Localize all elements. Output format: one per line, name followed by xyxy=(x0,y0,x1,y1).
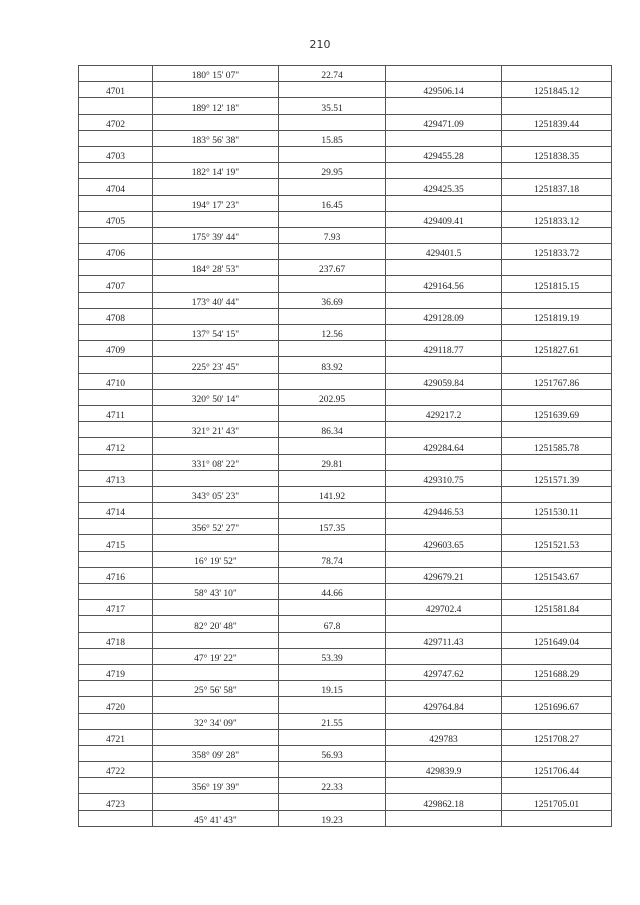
y-coordinate-cell xyxy=(502,616,612,632)
point-id-cell: 4707 xyxy=(79,276,153,292)
distance-cell xyxy=(279,567,386,583)
bearing-cell xyxy=(153,82,279,98)
point-id-cell xyxy=(79,389,153,405)
point-id-cell xyxy=(79,681,153,697)
distance-cell xyxy=(279,632,386,648)
distance-cell xyxy=(279,373,386,389)
segment-row xyxy=(79,389,612,405)
point-id-cell xyxy=(79,616,153,632)
coordinate-table xyxy=(78,65,612,827)
segment-row xyxy=(79,163,612,179)
distance-cell: 141.92 xyxy=(279,486,386,502)
distance-cell: 19.23 xyxy=(279,810,386,826)
x-coordinate-cell xyxy=(386,66,502,82)
y-coordinate-cell xyxy=(502,292,612,308)
x-coordinate-cell xyxy=(386,325,502,341)
distance-cell xyxy=(279,244,386,260)
bearing-cell xyxy=(153,244,279,260)
x-coordinate-cell xyxy=(386,195,502,211)
bearing-cell xyxy=(153,308,279,324)
y-coordinate-cell: 1251639.69 xyxy=(502,405,612,421)
point-id-cell: 4711 xyxy=(79,405,153,421)
x-coordinate-cell: 429284.64 xyxy=(386,438,502,454)
x-coordinate-cell xyxy=(386,745,502,761)
bearing-cell xyxy=(153,114,279,130)
point-id-cell: 4715 xyxy=(79,535,153,551)
bearing-cell xyxy=(153,632,279,648)
distance-cell: 35.51 xyxy=(279,98,386,114)
segment-row xyxy=(79,616,612,632)
segment-row xyxy=(79,325,612,341)
distance-cell xyxy=(279,794,386,810)
x-coordinate-cell: 429118.77 xyxy=(386,341,502,357)
x-coordinate-cell: 429128.09 xyxy=(386,308,502,324)
distance-cell xyxy=(279,762,386,778)
bearing-cell xyxy=(153,438,279,454)
point-row xyxy=(79,438,612,454)
segment-row xyxy=(79,810,612,826)
bearing-cell: 356° 19' 39" xyxy=(153,778,279,794)
x-coordinate-cell: 429747.62 xyxy=(386,664,502,680)
distance-cell: 19.15 xyxy=(279,681,386,697)
point-id-cell: 4718 xyxy=(79,632,153,648)
distance-cell xyxy=(279,179,386,195)
point-row xyxy=(79,762,612,778)
x-coordinate-cell: 429425.35 xyxy=(386,179,502,195)
bearing-cell xyxy=(153,567,279,583)
bearing-cell: 32° 34' 09" xyxy=(153,713,279,729)
point-row xyxy=(79,244,612,260)
bearing-cell xyxy=(153,600,279,616)
bearing-cell xyxy=(153,762,279,778)
point-row xyxy=(79,729,612,745)
segment-row xyxy=(79,648,612,664)
distance-cell: 67.8 xyxy=(279,616,386,632)
distance-cell: 56.93 xyxy=(279,745,386,761)
point-id-cell xyxy=(79,810,153,826)
bearing-cell xyxy=(153,405,279,421)
point-id-cell: 4720 xyxy=(79,697,153,713)
y-coordinate-cell xyxy=(502,357,612,373)
x-coordinate-cell xyxy=(386,422,502,438)
point-id-cell xyxy=(79,260,153,276)
y-coordinate-cell: 1251688.29 xyxy=(502,664,612,680)
segment-row xyxy=(79,260,612,276)
point-id-cell: 4712 xyxy=(79,438,153,454)
x-coordinate-cell: 429409.41 xyxy=(386,211,502,227)
y-coordinate-cell xyxy=(502,519,612,535)
point-id-cell xyxy=(79,778,153,794)
distance-cell: 29.95 xyxy=(279,163,386,179)
y-coordinate-cell xyxy=(502,389,612,405)
y-coordinate-cell: 1251767.86 xyxy=(502,373,612,389)
bearing-cell: 225° 23' 45" xyxy=(153,357,279,373)
point-id-cell: 4702 xyxy=(79,114,153,130)
point-id-cell xyxy=(79,486,153,502)
y-coordinate-cell: 1251649.04 xyxy=(502,632,612,648)
x-coordinate-cell: 429764.84 xyxy=(386,697,502,713)
y-coordinate-cell xyxy=(502,745,612,761)
y-coordinate-cell: 1251827.61 xyxy=(502,341,612,357)
x-coordinate-cell xyxy=(386,130,502,146)
distance-cell: 78.74 xyxy=(279,551,386,567)
x-coordinate-cell xyxy=(386,584,502,600)
y-coordinate-cell xyxy=(502,98,612,114)
x-coordinate-cell: 429679.21 xyxy=(386,567,502,583)
x-coordinate-cell xyxy=(386,227,502,243)
bearing-cell xyxy=(153,664,279,680)
point-id-cell xyxy=(79,195,153,211)
x-coordinate-cell xyxy=(386,486,502,502)
distance-cell xyxy=(279,276,386,292)
point-row xyxy=(79,82,612,98)
point-id-cell xyxy=(79,163,153,179)
distance-cell: 16.45 xyxy=(279,195,386,211)
y-coordinate-cell xyxy=(502,551,612,567)
point-row xyxy=(79,503,612,519)
x-coordinate-cell: 429310.75 xyxy=(386,470,502,486)
y-coordinate-cell xyxy=(502,227,612,243)
segment-row xyxy=(79,66,612,82)
bearing-cell xyxy=(153,373,279,389)
x-coordinate-cell: 429603.65 xyxy=(386,535,502,551)
y-coordinate-cell: 1251706.44 xyxy=(502,762,612,778)
y-coordinate-cell: 1251581.84 xyxy=(502,600,612,616)
y-coordinate-cell xyxy=(502,454,612,470)
bearing-cell xyxy=(153,535,279,551)
y-coordinate-cell xyxy=(502,260,612,276)
x-coordinate-cell: 429783 xyxy=(386,729,502,745)
point-id-cell xyxy=(79,292,153,308)
distance-cell xyxy=(279,341,386,357)
bearing-cell: 331° 08' 22" xyxy=(153,454,279,470)
segment-row xyxy=(79,745,612,761)
distance-cell xyxy=(279,503,386,519)
y-coordinate-cell: 1251838.35 xyxy=(502,146,612,162)
segment-row xyxy=(79,519,612,535)
point-id-cell xyxy=(79,357,153,373)
segment-row xyxy=(79,98,612,114)
x-coordinate-cell: 429446.53 xyxy=(386,503,502,519)
bearing-cell: 184° 28' 53" xyxy=(153,260,279,276)
bearing-cell xyxy=(153,794,279,810)
point-id-cell: 4714 xyxy=(79,503,153,519)
x-coordinate-cell xyxy=(386,681,502,697)
bearing-cell xyxy=(153,146,279,162)
point-row xyxy=(79,179,612,195)
point-row xyxy=(79,211,612,227)
x-coordinate-cell xyxy=(386,98,502,114)
y-coordinate-cell xyxy=(502,681,612,697)
x-coordinate-cell xyxy=(386,260,502,276)
y-coordinate-cell xyxy=(502,713,612,729)
y-coordinate-cell: 1251543.67 xyxy=(502,567,612,583)
point-row xyxy=(79,600,612,616)
point-row xyxy=(79,114,612,130)
x-coordinate-cell xyxy=(386,810,502,826)
x-coordinate-cell: 429471.09 xyxy=(386,114,502,130)
segment-row xyxy=(79,681,612,697)
point-id-cell xyxy=(79,745,153,761)
bearing-cell: 58° 43' 10" xyxy=(153,584,279,600)
distance-cell: 157.35 xyxy=(279,519,386,535)
point-id-cell xyxy=(79,454,153,470)
bearing-cell: 182° 14' 19" xyxy=(153,163,279,179)
x-coordinate-cell xyxy=(386,778,502,794)
point-row xyxy=(79,276,612,292)
point-id-cell: 4710 xyxy=(79,373,153,389)
point-row xyxy=(79,697,612,713)
bearing-cell xyxy=(153,470,279,486)
x-coordinate-cell: 429506.14 xyxy=(386,82,502,98)
x-coordinate-cell xyxy=(386,357,502,373)
bearing-cell: 356° 52' 27" xyxy=(153,519,279,535)
distance-cell xyxy=(279,535,386,551)
point-id-cell: 4709 xyxy=(79,341,153,357)
segment-row xyxy=(79,778,612,794)
distance-cell xyxy=(279,211,386,227)
y-coordinate-cell xyxy=(502,195,612,211)
y-coordinate-cell xyxy=(502,584,612,600)
distance-cell xyxy=(279,114,386,130)
point-row xyxy=(79,567,612,583)
distance-cell: 22.74 xyxy=(279,66,386,82)
point-id-cell: 4719 xyxy=(79,664,153,680)
distance-cell xyxy=(279,600,386,616)
bearing-cell: 47° 19' 22" xyxy=(153,648,279,664)
distance-cell xyxy=(279,82,386,98)
point-row xyxy=(79,373,612,389)
bearing-cell: 25° 56' 58" xyxy=(153,681,279,697)
x-coordinate-cell: 429059.84 xyxy=(386,373,502,389)
bearing-cell: 137° 54' 15" xyxy=(153,325,279,341)
coordinate-table-body xyxy=(79,66,612,827)
y-coordinate-cell xyxy=(502,486,612,502)
y-coordinate-cell xyxy=(502,325,612,341)
point-id-cell: 4704 xyxy=(79,179,153,195)
point-row xyxy=(79,632,612,648)
point-id-cell: 4703 xyxy=(79,146,153,162)
distance-cell: 36.69 xyxy=(279,292,386,308)
bearing-cell: 173° 40' 44" xyxy=(153,292,279,308)
y-coordinate-cell: 1251819.19 xyxy=(502,308,612,324)
y-coordinate-cell xyxy=(502,130,612,146)
x-coordinate-cell: 429401.5 xyxy=(386,244,502,260)
distance-cell: 12.56 xyxy=(279,325,386,341)
distance-cell xyxy=(279,470,386,486)
segment-row xyxy=(79,486,612,502)
segment-row xyxy=(79,357,612,373)
y-coordinate-cell: 1251521.53 xyxy=(502,535,612,551)
x-coordinate-cell xyxy=(386,519,502,535)
point-row xyxy=(79,405,612,421)
point-id-cell xyxy=(79,98,153,114)
distance-cell: 86.34 xyxy=(279,422,386,438)
segment-row xyxy=(79,584,612,600)
x-coordinate-cell: 429862.18 xyxy=(386,794,502,810)
x-coordinate-cell xyxy=(386,648,502,664)
point-id-cell xyxy=(79,713,153,729)
y-coordinate-cell: 1251839.44 xyxy=(502,114,612,130)
point-id-cell xyxy=(79,325,153,341)
segment-row xyxy=(79,422,612,438)
x-coordinate-cell xyxy=(386,616,502,632)
y-coordinate-cell xyxy=(502,66,612,82)
bearing-cell: 175° 39' 44" xyxy=(153,227,279,243)
distance-cell xyxy=(279,308,386,324)
point-row xyxy=(79,341,612,357)
point-id-cell: 4721 xyxy=(79,729,153,745)
distance-cell xyxy=(279,664,386,680)
segment-row xyxy=(79,195,612,211)
point-id-cell: 4716 xyxy=(79,567,153,583)
y-coordinate-cell: 1251837.18 xyxy=(502,179,612,195)
x-coordinate-cell xyxy=(386,389,502,405)
bearing-cell: 16° 19' 52" xyxy=(153,551,279,567)
point-id-cell xyxy=(79,422,153,438)
bearing-cell: 343° 05' 23" xyxy=(153,486,279,502)
bearing-cell xyxy=(153,729,279,745)
y-coordinate-cell: 1251708.27 xyxy=(502,729,612,745)
point-row xyxy=(79,308,612,324)
y-coordinate-cell: 1251530.11 xyxy=(502,503,612,519)
point-id-cell: 4717 xyxy=(79,600,153,616)
x-coordinate-cell xyxy=(386,551,502,567)
distance-cell: 7.93 xyxy=(279,227,386,243)
distance-cell: 83.92 xyxy=(279,357,386,373)
point-id-cell xyxy=(79,584,153,600)
x-coordinate-cell: 429164.56 xyxy=(386,276,502,292)
x-coordinate-cell xyxy=(386,292,502,308)
y-coordinate-cell xyxy=(502,648,612,664)
point-id-cell: 4701 xyxy=(79,82,153,98)
point-id-cell: 4713 xyxy=(79,470,153,486)
point-id-cell: 4705 xyxy=(79,211,153,227)
point-row xyxy=(79,794,612,810)
bearing-cell xyxy=(153,276,279,292)
point-id-cell xyxy=(79,648,153,664)
point-id-cell: 4706 xyxy=(79,244,153,260)
point-row xyxy=(79,470,612,486)
y-coordinate-cell xyxy=(502,778,612,794)
distance-cell: 29.81 xyxy=(279,454,386,470)
distance-cell xyxy=(279,729,386,745)
bearing-cell: 358° 09' 28" xyxy=(153,745,279,761)
distance-cell: 53.39 xyxy=(279,648,386,664)
bearing-cell xyxy=(153,697,279,713)
x-coordinate-cell xyxy=(386,454,502,470)
distance-cell xyxy=(279,697,386,713)
point-row xyxy=(79,664,612,680)
y-coordinate-cell: 1251585.78 xyxy=(502,438,612,454)
point-id-cell xyxy=(79,551,153,567)
x-coordinate-cell: 429839.9 xyxy=(386,762,502,778)
point-id-cell xyxy=(79,130,153,146)
bearing-cell: 82° 20' 48" xyxy=(153,616,279,632)
distance-cell: 15.85 xyxy=(279,130,386,146)
segment-row xyxy=(79,713,612,729)
page-number: 210 xyxy=(309,38,331,51)
bearing-cell xyxy=(153,211,279,227)
x-coordinate-cell: 429455.28 xyxy=(386,146,502,162)
point-id-cell: 4708 xyxy=(79,308,153,324)
y-coordinate-cell: 1251705.01 xyxy=(502,794,612,810)
bearing-cell: 194° 17' 23" xyxy=(153,195,279,211)
y-coordinate-cell xyxy=(502,422,612,438)
bearing-cell: 183° 56' 38" xyxy=(153,130,279,146)
y-coordinate-cell: 1251815.15 xyxy=(502,276,612,292)
y-coordinate-cell: 1251833.12 xyxy=(502,211,612,227)
distance-cell xyxy=(279,438,386,454)
bearing-cell xyxy=(153,179,279,195)
x-coordinate-cell xyxy=(386,163,502,179)
x-coordinate-cell xyxy=(386,713,502,729)
bearing-cell: 189° 12' 18" xyxy=(153,98,279,114)
distance-cell xyxy=(279,405,386,421)
segment-row xyxy=(79,551,612,567)
x-coordinate-cell: 429702.4 xyxy=(386,600,502,616)
x-coordinate-cell: 429217.2 xyxy=(386,405,502,421)
segment-row xyxy=(79,292,612,308)
segment-row xyxy=(79,227,612,243)
point-id-cell xyxy=(79,519,153,535)
y-coordinate-cell: 1251571.39 xyxy=(502,470,612,486)
point-id-cell: 4723 xyxy=(79,794,153,810)
bearing-cell: 45° 41' 43" xyxy=(153,810,279,826)
y-coordinate-cell xyxy=(502,163,612,179)
distance-cell xyxy=(279,146,386,162)
bearing-cell xyxy=(153,503,279,519)
segment-row xyxy=(79,130,612,146)
distance-cell: 202.95 xyxy=(279,389,386,405)
point-row xyxy=(79,146,612,162)
y-coordinate-cell: 1251845.12 xyxy=(502,82,612,98)
distance-cell: 22.33 xyxy=(279,778,386,794)
y-coordinate-cell: 1251833.72 xyxy=(502,244,612,260)
point-id-cell xyxy=(79,227,153,243)
bearing-cell: 320° 50' 14" xyxy=(153,389,279,405)
bearing-cell: 321° 21' 43" xyxy=(153,422,279,438)
distance-cell: 237.67 xyxy=(279,260,386,276)
segment-row xyxy=(79,454,612,470)
distance-cell: 44.66 xyxy=(279,584,386,600)
bearing-cell: 180° 15' 07" xyxy=(153,66,279,82)
y-coordinate-cell xyxy=(502,810,612,826)
y-coordinate-cell: 1251696.67 xyxy=(502,697,612,713)
x-coordinate-cell: 429711.43 xyxy=(386,632,502,648)
point-row xyxy=(79,535,612,551)
bearing-cell xyxy=(153,341,279,357)
point-id-cell xyxy=(79,66,153,82)
distance-cell: 21.55 xyxy=(279,713,386,729)
point-id-cell: 4722 xyxy=(79,762,153,778)
